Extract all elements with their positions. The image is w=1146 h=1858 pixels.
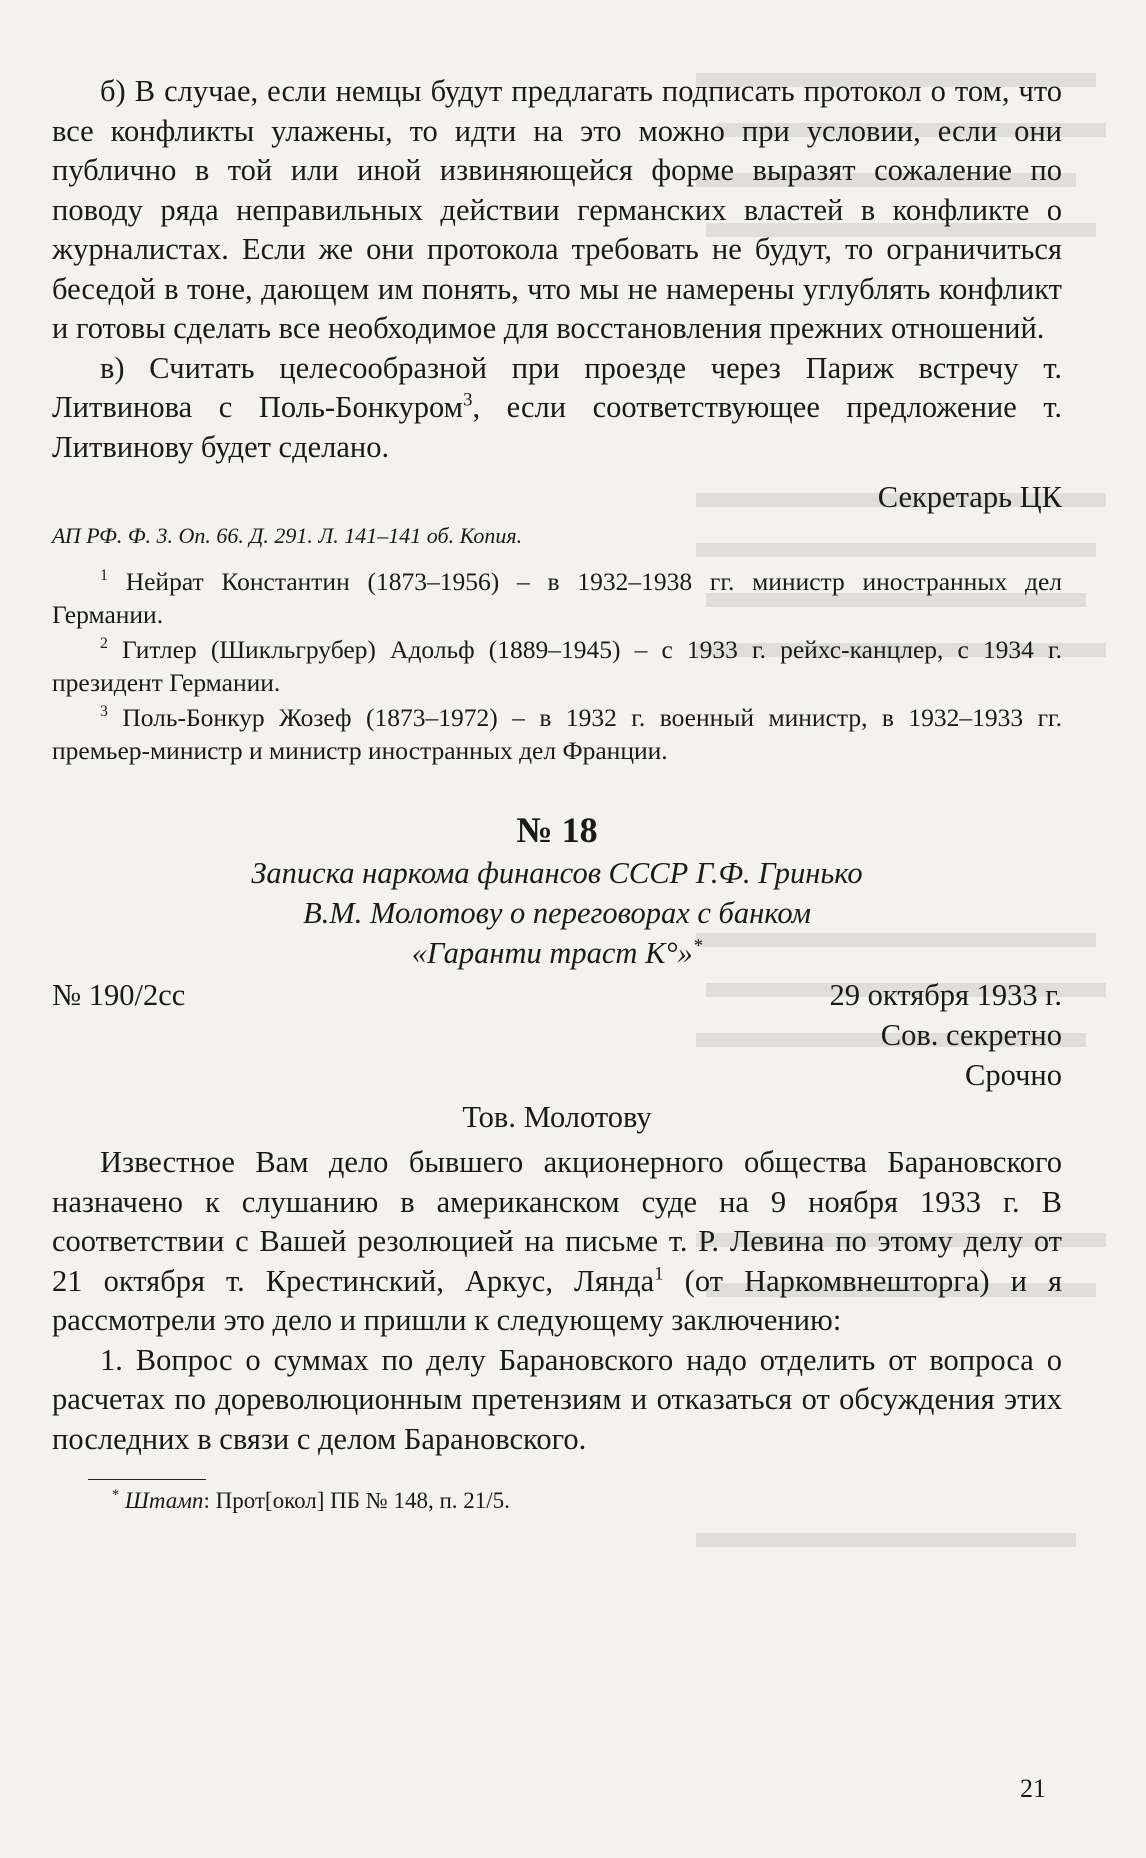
footnote-ref-1: 1 (654, 1262, 664, 1284)
document-meta-row (52, 975, 1062, 1015)
page-number: 21 (1020, 1774, 1046, 1803)
body-paragraph-2: 1. Вопрос о суммах по делу Барановского надо отделить от вопроса о расчетах по дореволюционным претензиям и отказаться от обсуждения этих последних в связи с делом Барановского. (52, 1342, 1062, 1456)
title-footnote-mark: * (692, 935, 703, 957)
endnotes (52, 565, 1062, 767)
document-body (52, 1143, 1062, 1459)
endnote-3-text: Поль-Бонкур Жозеф (1873–1972) – в 1932 г. военный министр, в 1932–1933 гг. премьер-министр и министр иностранных дел Франции. (52, 703, 1062, 765)
endnote-3 (52, 701, 1062, 767)
paragraph-b: б) В случае, если немцы будут предлагать подписать протокол о том, что все конфликты улажены, то идти на это можно при условии, если они публично в той или иной извиняющейся форме выразят сожаление по поводу ряда неправильных действии германских властей в конфликте о журналистах. Если же они протокола требовать не будут, то ограничиться беседой в тоне, дающем им понять, что мы не намерены углублять конфликт и готовы сделать все необходимое для восстановления прежних отношений. (52, 74, 1062, 345)
footnote-stamp-mark: * (112, 1487, 120, 1504)
document-title-line-3 (52, 933, 1062, 973)
endnote-2 (52, 633, 1062, 699)
addressee: Тов. Молотову (462, 1100, 652, 1134)
paragraph-v-text-1: в) Считать целесообразной при проезде через Париж встречу т. Литвинова с Поль-Бонкуром (52, 350, 1062, 424)
document-number: № 18 (516, 810, 598, 850)
paragraph-v (52, 349, 1062, 468)
document-title (52, 853, 1062, 973)
endnote-2-text: Гитлер (Шикльгрубер) Адольф (1889–1945) – с 1933 г. рейхс-канцлер, с 1934 г. президент Германии. (52, 635, 1062, 697)
document-reference-number: № 190/2сс (52, 978, 186, 1012)
urgency-stamp: Срочно (965, 1058, 1062, 1092)
endnote-3-number: 3 (100, 703, 108, 721)
document-title-bank: «Гаранти траст К°» (411, 936, 693, 970)
endnote-1-text: Нейрат Константин (1873–1956) – в 1932–1938 гг. министр иностранных дел Германии. (52, 567, 1062, 629)
archive-reference: АП РФ. Ф. 3. Оп. 66. Д. 291. Л. 141–141 об. Копия. (52, 523, 523, 548)
paragraph-v-text-2: , если соответствующее предложение т. Литвинову будет сделано. (52, 390, 1063, 464)
body-paragraph-1-text-2: (от Наркомвнешторга) и я рассмотрели это дело и пришли к следующему заключению: (52, 1263, 1062, 1337)
footnote-ref-3: 3 (462, 389, 473, 411)
classification-stamp: Сов. секретно (880, 1018, 1062, 1052)
endnote-2-number: 2 (100, 635, 108, 653)
main-text (52, 72, 1062, 467)
footnote-stamp (52, 1486, 1062, 1516)
document-title-line-2: В.М. Молотову о переговорах с банком (303, 896, 811, 930)
body-paragraph-1 (52, 1143, 1062, 1341)
document-title-line-1: Записка наркома финансов СССР Г.Ф. Гринько (251, 856, 863, 890)
footnote-separator (88, 1479, 206, 1480)
signature: Секретарь ЦК (877, 480, 1062, 514)
footnote-stamp-text: : Прот[окол] ПБ № 148, п. 21/5. (203, 1488, 510, 1513)
body-paragraph-1-text-1: Известное Вам дело бывшего акционерного общества Барановского назначено к слушанию в американском суде на 9 ноября 1933 г. В соответствии с Вашей резолюцией на письме т. Р. Левина по этому делу от 21 октября т. Крестинский, Аркус, Лянда (52, 1145, 1062, 1298)
document-date: 29 октября 1933 г. (829, 978, 1062, 1012)
footnote-stamp-label: Штамп (124, 1488, 204, 1513)
page-content (52, 72, 1062, 1516)
endnote-1 (52, 565, 1062, 631)
endnote-1-number: 1 (100, 567, 108, 585)
